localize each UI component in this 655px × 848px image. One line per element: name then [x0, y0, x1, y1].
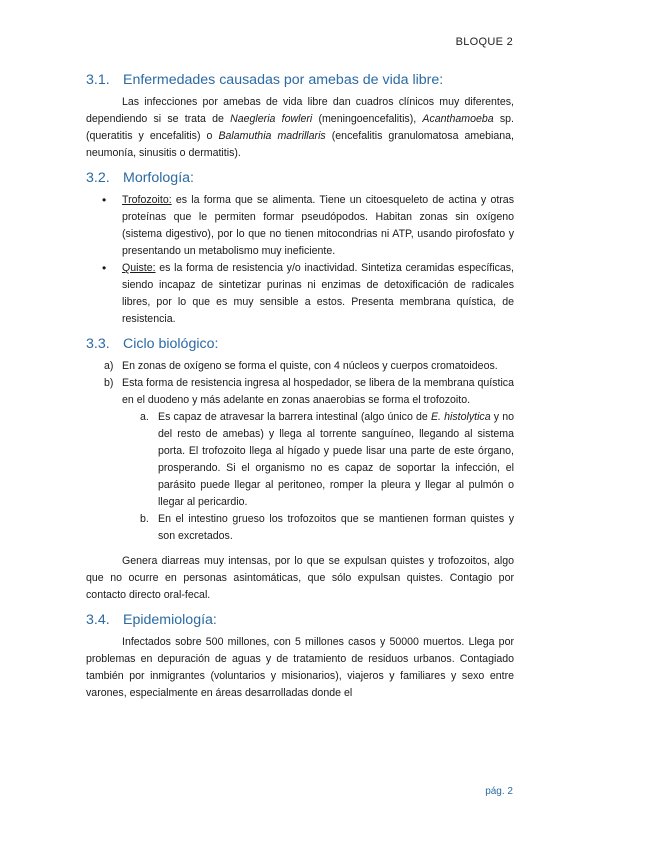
page-number: pág. 2 [485, 786, 513, 797]
species-name: Balamuthia madrillaris [218, 130, 326, 142]
list-item [122, 409, 514, 511]
section-heading [86, 170, 514, 186]
sub-list [122, 409, 514, 545]
text-run: En zonas de oxígeno se forma el quiste, con 4 núcleos y cuerpos cromatoideos. [122, 360, 498, 372]
section-title: Epidemiología: [123, 612, 217, 628]
paragraph [86, 94, 514, 162]
section-heading [86, 72, 514, 88]
species-name: Acanthamoeba [422, 113, 494, 125]
bullet-list [86, 192, 514, 328]
list-item [86, 358, 514, 375]
list-item [86, 260, 514, 328]
text-run: Esta forma de resistencia ingresa al hospedador, se libera de la membrana quística en el duodeno y más adelante en zonas anaerobias se forma el trofozoito. [122, 377, 514, 406]
list-item [122, 511, 514, 545]
section-heading [86, 612, 514, 628]
section-title: Morfología: [123, 170, 194, 186]
section-title: Ciclo biológico: [123, 336, 219, 352]
paragraph: Infectados sobre 500 millones, con 5 millones casos y 50000 muertos. Llega por problemas en depuración de aguas y de tratamiento de residuos urbanos. Contagiado también por inmigrantes (voluntarios y misionarios), viajeros y familiares y sexo entre varones, especialmente en áreas desarrolladas donde el [86, 636, 514, 699]
list-marker: a. [140, 411, 149, 423]
species-name: E. histolytica [430, 411, 491, 423]
page-header-block: BLOQUE 2 [455, 36, 513, 48]
section-number: 3.1. [86, 72, 110, 88]
lettered-list [86, 358, 514, 545]
section-title: Enfermedades causadas por amebas de vida libre: [123, 72, 444, 88]
paragraph: Genera diarreas muy intensas, por lo que se expulsan quistes y trofozoitos, algo que no ocurre en personas asintomáticas, que sólo expulsan quistes. Contagio por contacto directo oral-fecal. [86, 555, 514, 601]
section-number: 3.3. [86, 336, 110, 352]
term: Trofozoito: [122, 194, 172, 206]
text-run: Es capaz de atravesar la barrera intestinal (algo único de [158, 411, 431, 423]
list-item [86, 192, 514, 260]
list-marker: b. [140, 513, 149, 525]
section-heading [86, 336, 514, 352]
text-run: (encefalitis granulomatosa amebiana, neumonía, sinusitis o dermatitis). [86, 130, 514, 159]
section-number: 3.2. [86, 170, 110, 186]
species-name: Naegleria fowleri [230, 113, 313, 125]
text-run: En el intestino grueso los trofozoitos que se mantienen forman quistes y son excretados. [158, 513, 514, 542]
list-marker: b) [104, 377, 114, 389]
list-marker: a) [104, 360, 114, 372]
text-run: es la forma de resistencia y/o inactividad. Sintetiza ceramidas específicas, siendo incapaz de sintetizar purinas ni enzimas de detoxificación de radicales libres, por lo que es muy sensible a estos. Presenta membrana quística, de resistencia. [122, 262, 514, 325]
section-3-1 [86, 72, 514, 162]
section-number: 3.4. [86, 612, 110, 628]
text-run: y no del resto de amebas) y llega al torrente sanguíneo, llegando al sistema porta. El trofozoito llega al hígado y puede lisar una parte de este órgano, prosperando. Si el organismo no es capaz de soportar la infección, el parásito puede llegar al peritoneo, romper la pleura y llegar al pulmón o llegar al pericardio. [158, 411, 514, 508]
page-content [86, 72, 514, 710]
section-3-2 [86, 170, 514, 328]
text-run: Las infecciones por amebas de vida libre dan cuadros clínicos muy diferentes, dependiendo si se trata de [86, 96, 514, 125]
term: Quiste: [122, 262, 156, 274]
section-3-3 [86, 336, 514, 604]
text-run: (meningoencefalitis), [312, 113, 423, 125]
text-run: sp. (queratitis y encefalitis) o [86, 113, 515, 142]
list-item [86, 375, 514, 545]
text-run: es la forma que se alimenta. Tiene un citoesqueleto de actina y otras proteínas que le permiten formar pseudópodos. Habitan zonas sin oxígeno (sistema digestivo), por lo que no tienen mitocondrias ni ATP, usando pirofosfato y presentando un metabolismo muy ineficiente. [122, 194, 514, 257]
section-3-4 [86, 612, 514, 702]
